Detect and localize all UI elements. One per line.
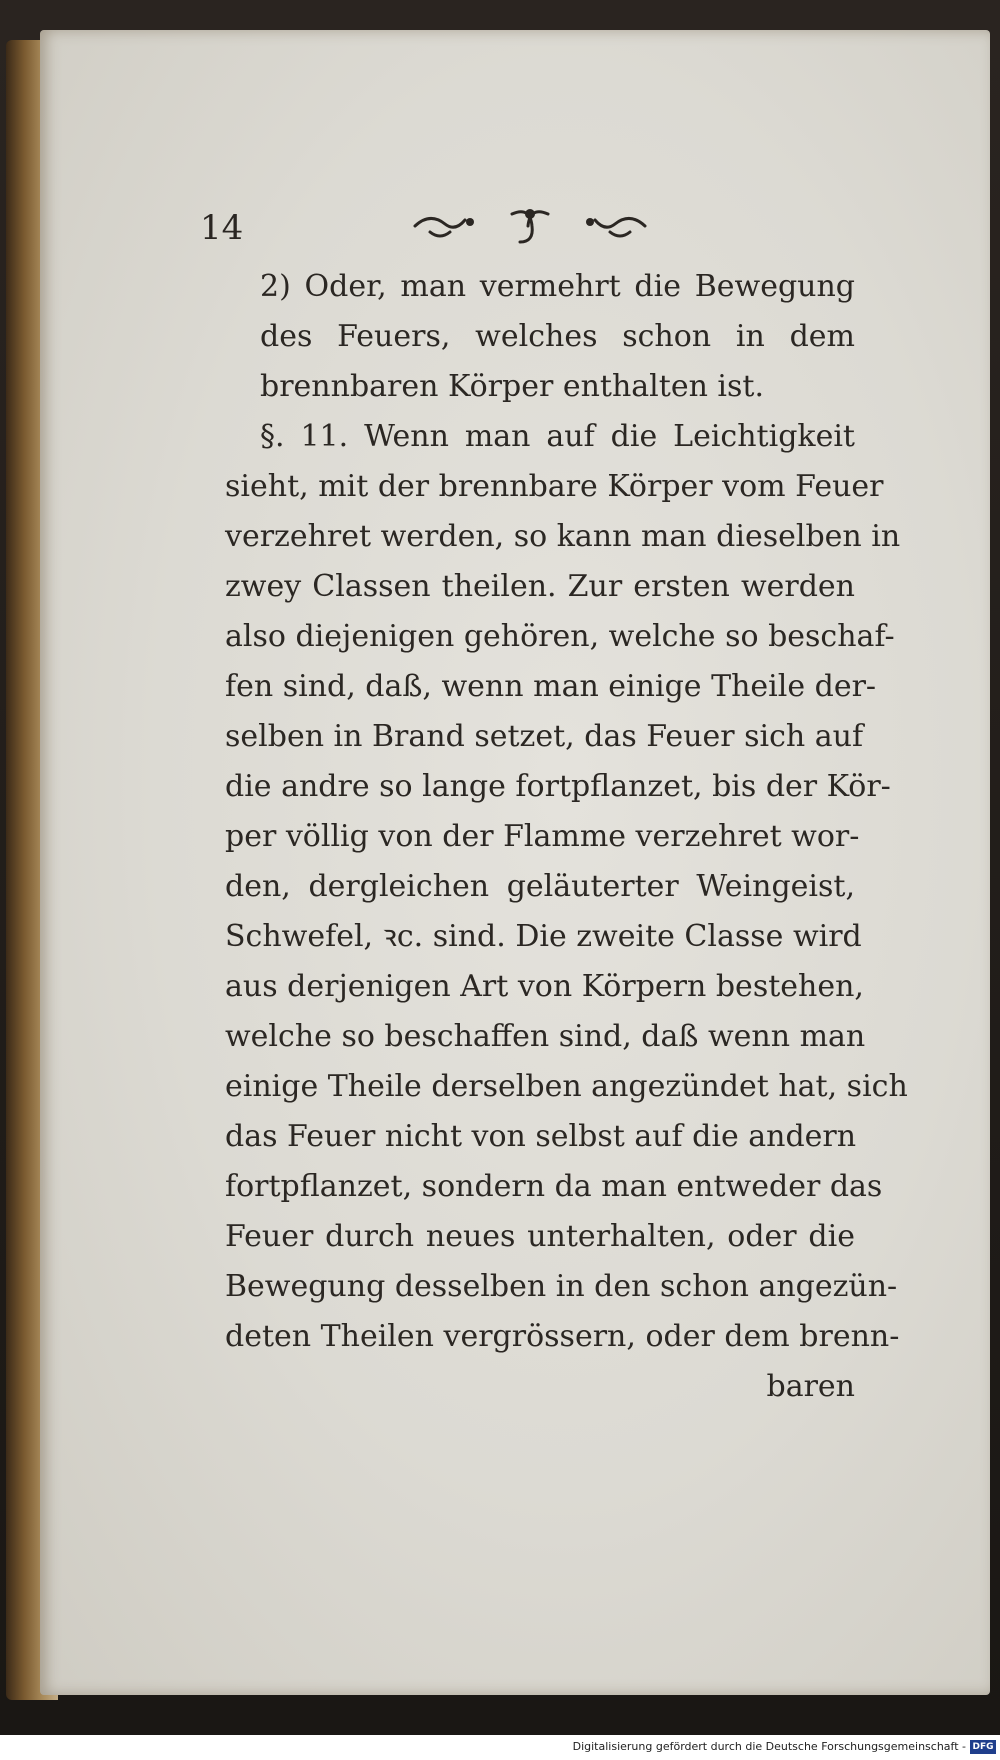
text-line: deten Theilen vergrössern, oder dem brenn- bbox=[225, 1319, 900, 1354]
text-line: einige Theile derselben angezündet hat, sich bbox=[225, 1069, 908, 1104]
text-line: per völlig von der Flamme verzehret wor- bbox=[225, 819, 860, 854]
text-line: zwey Classen theilen. Zur ersten werden bbox=[225, 569, 855, 604]
catchword: baren bbox=[766, 1369, 855, 1404]
digitization-footer bbox=[0, 1735, 1000, 1760]
text-line: brennbaren Körper enthalten ist. bbox=[260, 369, 765, 404]
body-text bbox=[225, 262, 908, 1412]
text-line: Feuer durch neues unterhalten, oder die bbox=[225, 1219, 855, 1254]
text-line: aus derjenigen Art von Körpern bestehen, bbox=[225, 969, 864, 1004]
page-number: 14 bbox=[200, 208, 244, 248]
text-line: fortpflanzet, sondern da man entweder das bbox=[225, 1169, 883, 1204]
text-line: den, dergleichen geläuterter Weingeist, bbox=[225, 869, 855, 904]
text-line: das Feuer nicht von selbst auf die andern bbox=[225, 1119, 857, 1154]
text-line: §. 11. Wenn man auf die Leichtigkeit bbox=[260, 419, 855, 454]
text-line: die andre so lange fortpflanzet, bis der Kör- bbox=[225, 769, 891, 804]
text-line: des Feuers, welches schon in dem bbox=[260, 319, 855, 354]
text-line: sieht, mit der brennbare Körper vom Feuer bbox=[225, 469, 884, 504]
header-ornament-icon bbox=[410, 202, 650, 248]
text-line: verzehret werden, so kann man dieselben in bbox=[225, 519, 901, 554]
text-line: fen sind, daß, wenn man einige Theile der- bbox=[225, 669, 877, 704]
text-line: selben in Brand setzet, das Feuer sich auf bbox=[225, 719, 864, 754]
text-line: Schwefel, ꝛc. sind. Die zweite Classe wird bbox=[225, 919, 862, 954]
dfg-logo-icon: DFG bbox=[970, 1740, 996, 1754]
text-line: Bewegung desselben in den schon angezün- bbox=[225, 1269, 898, 1304]
text-line: 2) Oder, man vermehrt die Bewegung bbox=[260, 269, 855, 304]
text-line: welche so beschaffen sind, daß wenn man bbox=[225, 1019, 866, 1054]
text-line: also diejenigen gehören, welche so beschaf- bbox=[225, 619, 895, 654]
footer-credit: Digitalisierung gefördert durch die Deutsche Forschungsgemeinschaft - bbox=[572, 1740, 966, 1753]
